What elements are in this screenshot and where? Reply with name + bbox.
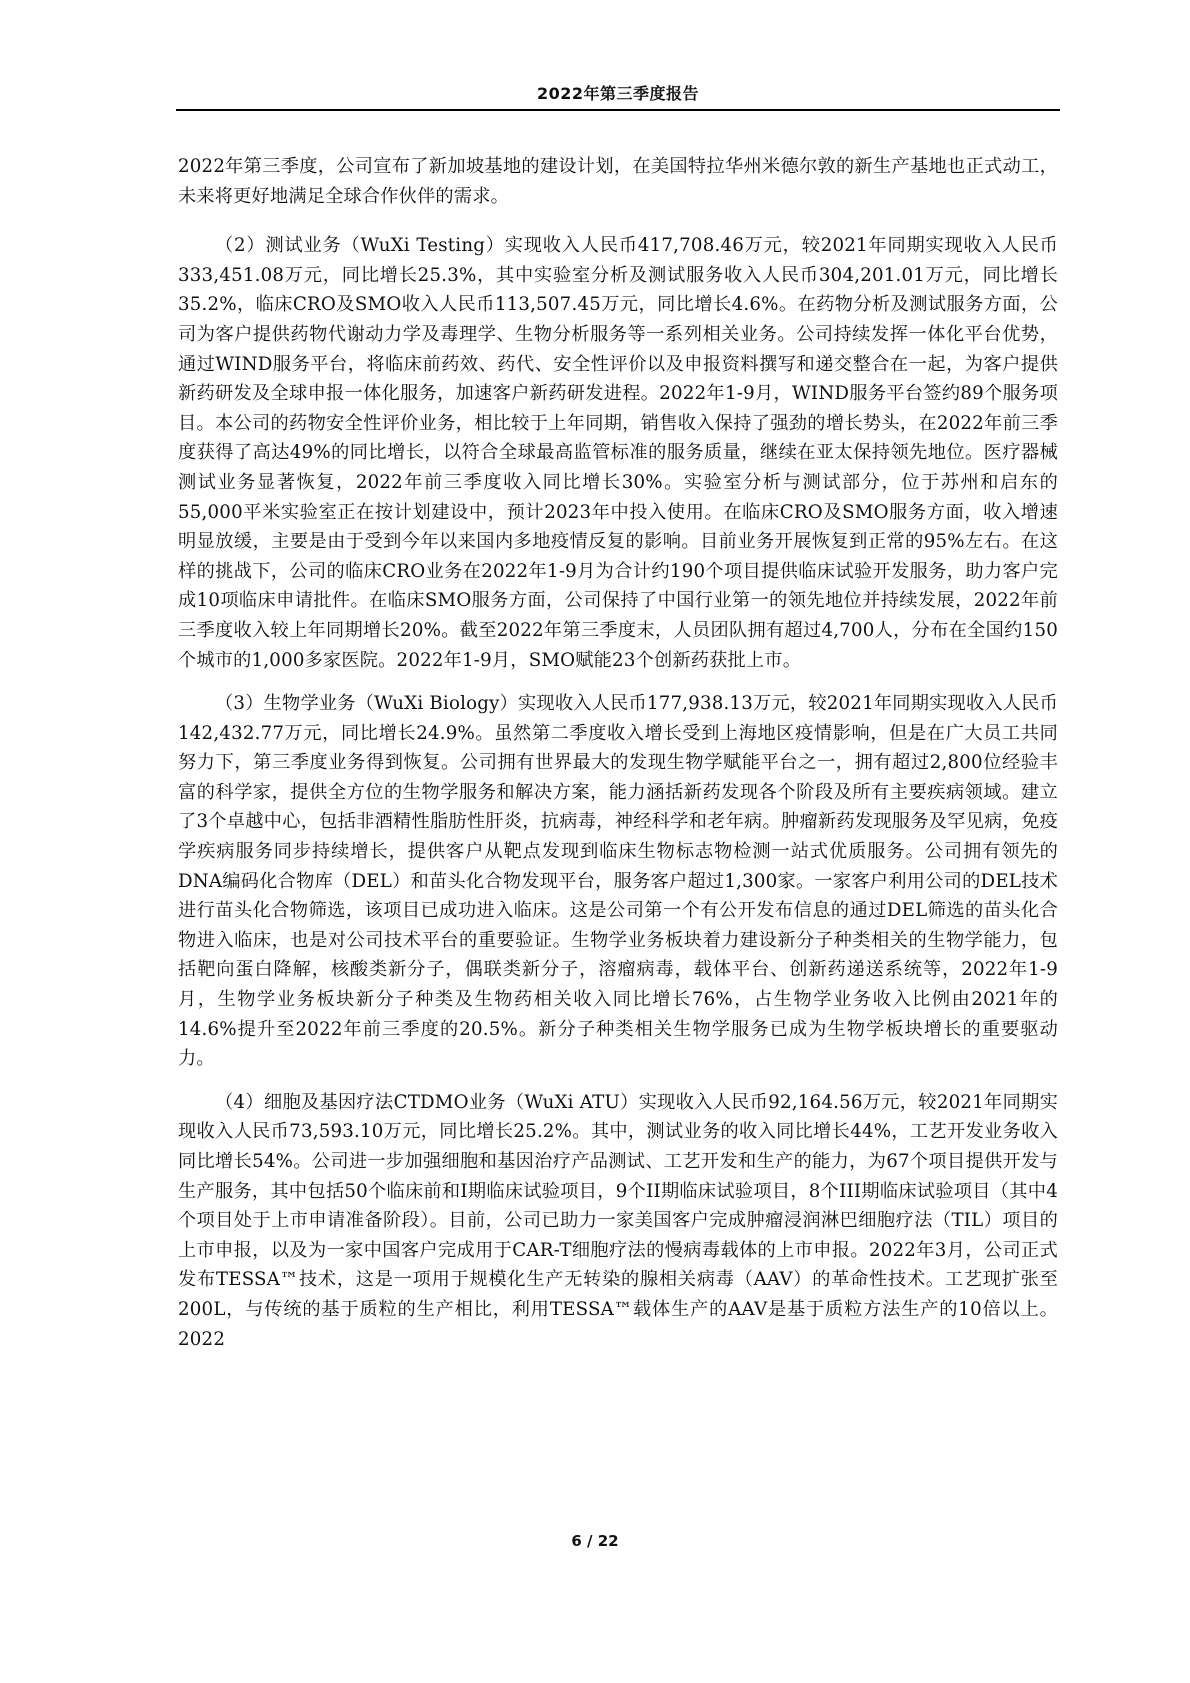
paragraph-ctdmo-business: （4）细胞及基因疗法CTDMO业务（WuXi ATU）实现收入人民币92,164.56万元，较2021年同期实现收入人民币73,593.10万元，同比增长25.2%。其中，测试业务的收入同比增长44%，工艺开发业务收入同比增长54%。公司进一步加强细胞和基因治疗产品测试、工艺开发和生产的能力，为67个项目提供开发与生产服务，其中包括50个临床前和I期临床试验项目，9个II期临床试验项目，8个III期临床试验项目（其中4个项目处于上市申请准备阶段）。目前，公司已助力一家美国客户完成肿瘤浸润淋巴细胞疗法（TIL）项目的上市申报，以及为一家中国客户完成用于CAR-T细胞疗法的慢病毒载体的上市申报。2022年3月，公司正式发布TESSA™技术，这是一项用于规模化生产无转染的腺相关病毒（AAV）的革命性技术。工艺现扩张至200L，与传统的基于质粒的生产相比，利用TESSA™载体生产的AAV是基于质粒方法生产的10倍以上。2022 (178, 1091, 1058, 1350)
document-body (178, 152, 1058, 1368)
paragraph-intro: 2022年第三季度，公司宣布了新加坡基地的建设计划，在美国特拉华州米德尔敦的新生产基地也正式动工，未来将更好地满足全球合作伙伴的需求。 (178, 156, 1058, 207)
header-divider (176, 109, 1060, 111)
page-number: 6 / 22 (571, 1532, 619, 1550)
paragraph-testing-business: （2）测试业务（WuXi Testing）实现收入人民币417,708.46万元，较2021年同期实现收入人民币333,451.08万元，同比增长25.3%，其中实验室分析及测试服务收入人民币304,201.01万元，同比增长35.2%，临床CRO及SMO收入人民币113,507.45万元，同比增长4.6%。在药物分析及测试服务方面，公司为客户提供药物代谢动力学及毒理学、生物分析服务等一系列相关业务。公司持续发挥一体化平台优势，通过WIND服务平台，将临床前药效、药代、安全性评价以及申报资料撰写和递交整合在一起，为客户提供新药研发及全球申报一体化服务，加速客户新药研发进程。2022年1-9月，WIND服务平台签约89个服务项目。本公司的药物安全性评价业务，相比较于上年同期，销售收入保持了强劲的增长势头，在2022年前三季度获得了高达49%的同比增长，以符合全球最高监管标准的服务质量，继续在亚太保持领先地位。医疗器械测试业务显著恢复，2022年前三季度收入同比增长30%。实验室分析与测试部分，位于苏州和启东的55,000平米实验室正在按计划建设中，预计2023年中投入使用。在临床CRO及SMO服务方面，收入增速明显放缓，主要是由于受到今年以来国内多地疫情反复的影响。目前业务开展恢复到正常的95%左右。在这样的挑战下，公司的临床CRO业务在2022年1-9月为合计约190个项目提供临床试验开发服务，助力客户完成10项临床申请批件。在临床SMO服务方面，公司保持了中国行业第一的领先地位并持续发展，2022年前三季度收入较上年同期增长20%。截至2022年第三季度末，人员团队拥有超过4,700人，分布在全国约150个城市的1,000多家医院。2022年1-9月，SMO赋能23个创新药获批上市。 (178, 235, 1058, 671)
report-header-title: 2022年第三季度报告 (536, 84, 700, 103)
paragraph-biology-business: （3）生物学业务（WuXi Biology）实现收入人民币177,938.13万元，较2021年同期实现收入人民币142,432.77万元，同比增长24.9%。虽然第二季度收入增长受到上海地区疫情影响，但是在广大员工共同努力下，第三季度业务得到恢复。公司拥有世界最大的发现生物学赋能平台之一，拥有超过2,800位经验丰富的科学家，提供全方位的生物学服务和解决方案，能力涵括新药发现各个阶段及所有主要疾病领域。建立了3个卓越中心，包括非酒精性脂肪性肝炎，抗病毒，神经科学和老年病。肿瘤新药发现服务及罕见病，免疫学疾病服务同步持续增长，提供客户从靶点发现到临床生物标志物检测一站式优质服务。公司拥有领先的DNA编码化合物库（DEL）和苗头化合物发现平台，服务客户超过1,300家。一家客户利用公司的DEL技术进行苗头化合物筛选，该项目已成功进入临床。这是公司第一个有公开发布信息的通过DEL筛选的苗头化合物进入临床，也是对公司技术平台的重要验证。生物学业务板块着力建设新分子种类相关的生物学能力，包括靶向蛋白降解，核酸类新分子，偶联类新分子，溶瘤病毒，载体平台、创新药递送系统等，2022年1-9月，生物学业务板块新分子种类及生物药相关收入同比增长76%，占生物学业务收入比例由2021年的14.6%提升至2022年前三季度的20.5%。新分子种类相关生物学服务已成为生物学板块增长的重要驱动力。 (178, 693, 1058, 1070)
